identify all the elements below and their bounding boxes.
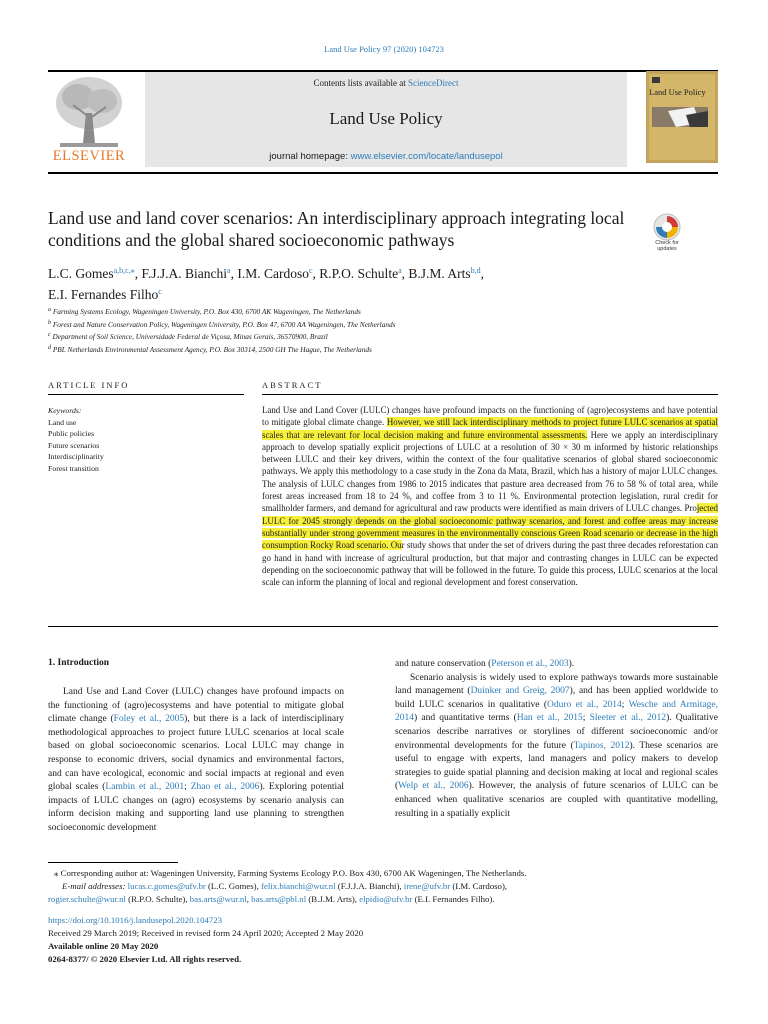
section-divider bbox=[48, 626, 718, 627]
corresponding-author-note: ⁎ Corresponding author at: Wageningen University, Farming Systems Ecology P.O. Box 430, 6700 AK Wageningen, The Netherlands. bbox=[54, 868, 527, 878]
cover-title: Land Use Policy bbox=[649, 87, 706, 97]
author-list: L.C. Gomes$^{a,b,c,⁎}$, F.J.J.A. Bianchi$^a$, I.M. Cardoso$^c$, R.P.O. Schulte$^a$, B.J.M. Arts$^{b,d}$, E.I. Fernandes Filho$^c$ bbox=[48, 266, 485, 302]
abstract-rule bbox=[262, 394, 718, 395]
footnote-rule bbox=[48, 862, 178, 863]
abstract-heading: ABSTRACT bbox=[262, 380, 323, 390]
elsevier-wordmark: ELSEVIER bbox=[52, 148, 126, 164]
author[interactable]: R.P.O. Schulte$^a$ bbox=[319, 266, 402, 281]
citation-link[interactable]: Foley et al., 2005 bbox=[113, 714, 185, 725]
crossmark-icon bbox=[650, 213, 684, 259]
footnotes bbox=[48, 867, 728, 906]
cover-illustration bbox=[646, 71, 718, 163]
check-for-updates-badge[interactable] bbox=[650, 213, 684, 259]
email-link[interactable]: bas.arts@wur.nl bbox=[189, 894, 247, 904]
doi-link[interactable]: https://doi.org/10.1016/j.landusepol.2020.104723 bbox=[48, 915, 223, 925]
intro-column-right: and nature conservation (Peterson et al., 2003). Scenario analysis is widely used to explore pathways towards more sustainable land management (Duinker and Greig, 2007), and has been applied worldwide to build LULC scenarios in qualitative (Oduro et al., 2014; Wesche and Armitage, 2014) and quantitative terms (Han et al., 2015; Sleeter et al., 2012). Qualitative scenarios describe narratives or storylines of different socioeconomic and/or environmental developments for the future (Tapinos, 2012). These scenarios are useful to engage with experts, land managers and policy makers to develop strategies to guide spatial planning and decision making at local and regional scales (Welp et al., 2006). However, the analysis of future scenarios of LULC can be enhanced when qualitative scenarios are coupled with quantitative modelling, resulting in a spatially explicit bbox=[395, 659, 719, 819]
header-bottom-rule bbox=[48, 172, 718, 174]
email-link[interactable]: lucas.c.gomes@ufv.br bbox=[127, 881, 206, 891]
email-addresses-cont: rogier.schulte@wur.nl (R.P.O. Schulte), bas.arts@wur.nl, bas.arts@pbl.nl (B.J.M. Arts), elpidio@ufv.br (E.I. Fernandes Filho). bbox=[48, 894, 495, 904]
citation-link[interactable]: Oduro et al., 2014 bbox=[547, 699, 622, 710]
author[interactable]: L.C. Gomes$^{a,b,c,⁎}$ bbox=[48, 266, 135, 281]
abstract-body: Land Use and Land Cover (LULC) changes have profound impacts on the functioning of (agro)ecosystems and have potential to mitigate global climate change. However, we still lack interdisciplinary methods to project future LULC scenarios at spatial scales that are relevant for local decision making and future environmental assessments. Here we apply an interdisciplinary approach to develop spatially explicit projections of LULC at a resolution of 30 × 30 m informed by historic relationships between LULC and their key drivers, within the context of the four qualitative scenarios of global shared socioeconomic pathways. We apply this methodology to a case study in the Zona da Mata, Brazil, which has a history of major LULC changes. The analysis of LULC changes from 1986 to 2015 indicates that pasture area decreased from 76 to 58 % of total area, while forest areas increased from 18 to 24 %, and coffee from 3 to 11 %. Environmental protection legislation, rural credit for smallholder farmers, and demand for agricultural and raw products were identified as main drivers of LULC changes. Projected LULC for 2045 strongly depends on the global socioeconomic pathway scenarios, and forest and coffee areas may increase substantially under strong government measures in the environmentally conscious Green Road scenario or decrease in the high consumption Rocky Road scenario. Our study shows that under the set of drivers during the past three decades reforestation can go hand in hand with increase of agricultural production, but that major and contrasting changes in LULC can be expected depending on the socioeconomic pathway that will be followed in the future. To guide this process, LULC scenarios at the local scale can inform the planning of local and regional development and forest conservation. bbox=[262, 405, 719, 588]
keyword-item: Interdisciplinarity bbox=[48, 452, 104, 461]
keyword-item: Public policies bbox=[48, 429, 95, 438]
highlighted-text: However, we still lack interdisciplinary methods to project future LULC scenarios at spatial scales that are relevant for local decision making and future environmental assessments. bbox=[262, 417, 718, 440]
citation-link[interactable]: Sleeter et al., 2012 bbox=[589, 713, 667, 724]
affiliation-item: $^c$ Department of Soil Science, Universidade Federal de Viçosa, Minas Gerais, 36570900, Brazil bbox=[48, 332, 328, 341]
copyright: 0264-8377/ © 2020 Elsevier Ltd. All rights reserved. bbox=[48, 954, 242, 964]
homepage-link[interactable]: www.elsevier.com/locate/landusepol bbox=[350, 151, 503, 162]
citation-link[interactable]: Welp et al., 2006 bbox=[398, 781, 469, 792]
email-link[interactable]: felix.bianchi@wur.nl bbox=[261, 881, 336, 891]
keyword-item: Land use bbox=[48, 417, 77, 427]
article-identifiers bbox=[48, 914, 728, 966]
email-addresses: E-mail addresses: lucas.c.gomes@ufv.br (L.C. Gomes), felix.bianchi@wur.nl (F.J.J.A. Bianchi), irene@ufv.br (I.M. Cardoso), bbox=[62, 881, 508, 891]
citation-link[interactable]: Zhao et al., 2006 bbox=[190, 782, 260, 793]
received-dates: Received 29 March 2019; Received in revised form 24 April 2020; Accepted 2 May 2020 bbox=[48, 928, 364, 938]
affiliation-item: $^b$ Forest and Nature Conservation Policy, Wageningen University, P.O. Box 47, 6700 AA Wageningen, The Netherlands bbox=[48, 319, 396, 329]
keywords-block bbox=[48, 405, 104, 474]
crossmark-label: Check for updates bbox=[655, 240, 679, 252]
citation-link[interactable]: Lambin et al., 2001 bbox=[105, 782, 185, 793]
author[interactable]: I.M. Cardoso$^c$ bbox=[237, 266, 313, 281]
citation-link[interactable]: Han et al., 2015 bbox=[516, 713, 583, 724]
article-info-rule bbox=[48, 394, 244, 395]
paper-title: Land use and land cover scenarios: An interdisciplinary approach integrating local conditions and the global shared socioeconomic pathways bbox=[48, 208, 625, 250]
keyword-item: Forest transition bbox=[48, 463, 99, 473]
keyword-item: Future scenarios bbox=[48, 440, 100, 450]
author[interactable]: B.J.M. Arts$^{b,d}$ bbox=[408, 266, 481, 281]
author[interactable]: E.I. Fernandes Filho$^c$ bbox=[48, 287, 162, 302]
email-link[interactable]: bas.arts@pbl.nl bbox=[251, 894, 307, 904]
journal-cover-thumbnail[interactable] bbox=[646, 71, 718, 163]
affiliations bbox=[48, 305, 728, 355]
citation-link[interactable]: Peterson et al., 2003 bbox=[491, 659, 569, 669]
contents-line: Contents lists available at ScienceDirect bbox=[313, 78, 459, 88]
online-date: Available online 20 May 2020 bbox=[48, 941, 159, 951]
citation-link[interactable]: Wesche and Armitage, 2014 bbox=[395, 699, 718, 724]
affiliation-item: $^d$ PBL Netherlands Environmental Assessment Agency, P.O. Box 30314, 2500 GH The Hague, The Netherlands bbox=[48, 344, 372, 354]
journal-homepage: journal homepage: www.elsevier.com/locate/landusepol bbox=[269, 151, 503, 162]
email-link[interactable]: elpidio@ufv.br bbox=[359, 894, 413, 904]
citation-link[interactable]: Tapinos, 2012 bbox=[573, 740, 630, 751]
author[interactable]: F.J.J.A. Bianchi$^a$ bbox=[141, 266, 231, 281]
affiliation-item: $^a$ Farming Systems Ecology, Wageningen University, P.O. Box 430, 6700 AK Wageningen, The Netherlands bbox=[48, 307, 361, 316]
introduction-heading: 1. Introduction bbox=[48, 658, 110, 668]
intro-column-left: Land Use and Land Cover (LULC) changes have profound impacts on the functioning of (agro)ecosystems and have potential to mitigate global climate change (Foley et al., 2005), but there is a lack of interdisciplinary methodological approaches to project future LULC scenarios at local scale based on global socioeconomic scenarios. Local LULC may change in response to economic drivers, social dynamics and environmental factors, and can have ecological, economic and social impacts at regional and even global scales (Lambin et al., 2001; Zhao et al., 2006). Exploring potential impacts of LULC changes on (agro) ecosystems by scenario analysis can inform decision making and supporting land use planning to strengthen socioeconomic development bbox=[48, 687, 345, 833]
highlighted-text: jected LULC for 2045 strongly depends on the global socioeconomic pathway scenarios, and forest and coffee areas may increase substantially under strong government measures in the environmentally conscious Green Road scenario or decrease in the high consumption Rocky Road scenario. Ou bbox=[262, 503, 718, 551]
citation-link[interactable]: Duinker and Greig, 2007 bbox=[470, 686, 570, 697]
article-info-heading: ARTICLE INFO bbox=[48, 380, 130, 390]
email-link[interactable]: irene@ufv.br bbox=[403, 881, 451, 891]
email-link[interactable]: rogier.schulte@wur.nl bbox=[48, 894, 126, 904]
keywords-label: Keywords: bbox=[48, 406, 82, 415]
journal-reference[interactable]: Land Use Policy 97 (2020) 104723 bbox=[324, 44, 444, 54]
sciencedirect-link[interactable]: ScienceDirect bbox=[408, 78, 459, 88]
journal-title: Land Use Policy bbox=[329, 109, 443, 128]
